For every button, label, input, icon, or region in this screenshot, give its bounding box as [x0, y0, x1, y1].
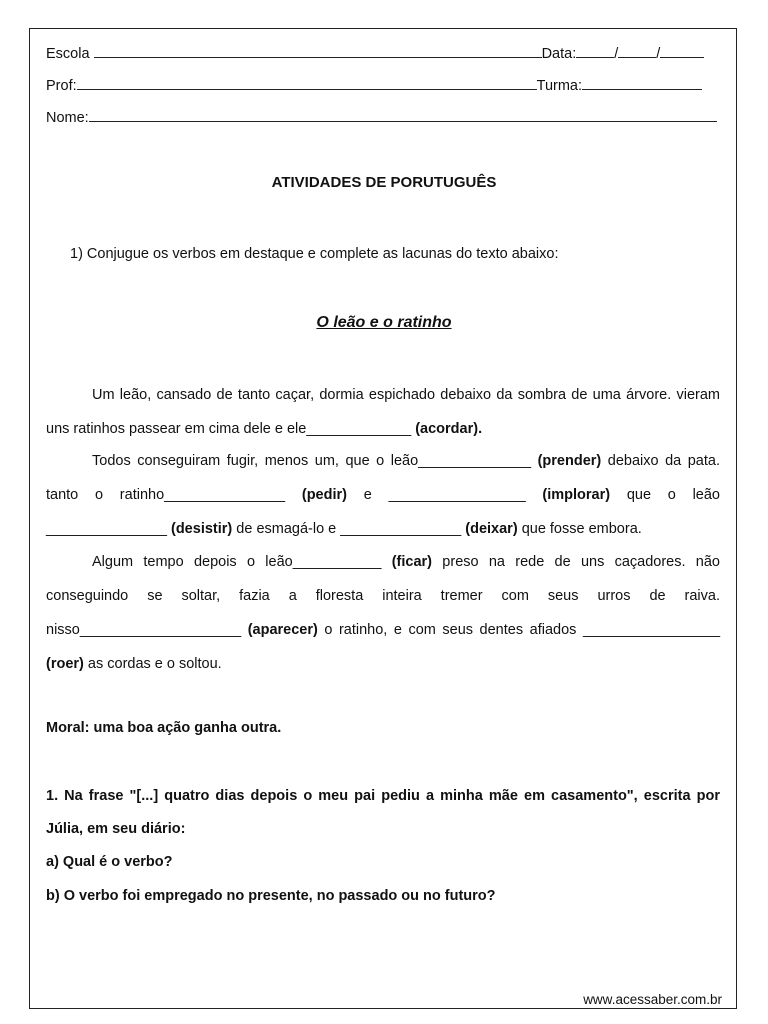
- p3-text-b: preso na rede de uns caçadores. não conseguindo se soltar, fazia a floresta inteira tremer com seus urros de raiva. nisso: [46, 554, 720, 638]
- verb-deixar: (deixar): [465, 521, 518, 537]
- page-title: ATIVIDADES DE PORUTUGUÊS: [271, 174, 497, 191]
- blank-roer[interactable]: _________________: [582, 622, 721, 638]
- verb-pedir: (pedir): [301, 487, 347, 503]
- verb-acordar: (acordar).: [415, 421, 483, 437]
- date-year-field[interactable]: [660, 44, 704, 58]
- p3-text-d: as cordas e o soltou.: [87, 656, 222, 672]
- verb-ficar: (ficar): [391, 554, 433, 570]
- prof-field[interactable]: [77, 76, 537, 90]
- blank-pedir[interactable]: _______________: [164, 487, 286, 503]
- escola-field[interactable]: [94, 44, 542, 58]
- p1-text: Um leão, cansado de tanto caçar, dormia espichado debaixo da sombra de uma árvore. vieram uns ratinhos passear em cima dele e ele: [46, 387, 720, 437]
- verb-implorar: (implorar): [542, 487, 611, 503]
- blank-implorar[interactable]: _________________: [388, 487, 526, 503]
- blank-ficar[interactable]: ___________: [292, 554, 382, 570]
- data-label: Data:: [541, 46, 577, 62]
- nome-line: [46, 108, 720, 128]
- p2-text-c: e: [363, 487, 372, 503]
- p3-text-a: Algum tempo depois o leão: [92, 554, 293, 570]
- story-title: O leão e o ratinho: [316, 314, 452, 331]
- verb-roer: (roer): [46, 656, 84, 672]
- escola-label: Escola: [46, 46, 90, 62]
- blank-aparecer[interactable]: ____________________: [79, 622, 242, 638]
- blank-desistir[interactable]: _______________: [46, 521, 167, 537]
- verb-prender: (prender): [537, 453, 602, 469]
- date-slash-2: /: [656, 46, 661, 62]
- story-paragraph-3: [46, 545, 720, 681]
- moral: Moral: uma boa ação ganha outra.: [46, 720, 282, 736]
- turma-field[interactable]: [582, 76, 702, 90]
- blank-prender[interactable]: ______________: [418, 453, 532, 469]
- date-slash-1: /: [614, 46, 619, 62]
- turma-label: Turma:: [536, 78, 583, 94]
- date-month-field[interactable]: [618, 44, 656, 58]
- escola-line: [46, 44, 720, 64]
- nome-field[interactable]: [89, 108, 717, 122]
- prof-line: [46, 76, 720, 96]
- story-paragraph-2: [46, 444, 720, 546]
- question-b: b) O verbo foi empregado no presente, no passado ou no futuro?: [46, 888, 496, 904]
- question-a: a) Qual é o verbo?: [46, 854, 173, 870]
- blank-deixar[interactable]: _______________: [340, 521, 462, 537]
- p2-text-a: Todos conseguiram fugir, menos um, que o leão: [92, 453, 419, 469]
- date-day-field[interactable]: [576, 44, 614, 58]
- instruction: 1) Conjugue os verbos em destaque e complete as lacunas do texto abaixo:: [70, 246, 559, 262]
- p2-text-e: de esmagá-lo e: [236, 521, 337, 537]
- footer-url[interactable]: www.acessaber.com.br: [583, 992, 722, 1007]
- story-paragraph-1: [46, 378, 720, 446]
- blank-acordar[interactable]: _____________: [306, 421, 412, 437]
- nome-label: Nome:: [46, 110, 89, 126]
- prof-label: Prof:: [46, 78, 77, 94]
- p2-text-d: que o leão: [626, 487, 720, 503]
- question-1: 1. Na frase "[...] quatro dias depois o meu pai pediu a minha mãe em casamento", escrita por Júlia, em seu diário:: [46, 788, 720, 837]
- verb-aparecer: (aparecer): [247, 622, 318, 638]
- p2-text-f: que fosse embora.: [521, 521, 642, 537]
- p2-text-b: debaixo da pata. tanto o ratinho: [46, 453, 720, 503]
- verb-desistir: (desistir): [171, 521, 233, 537]
- p3-text-c: o ratinho, e com seus dentes afiados: [324, 622, 577, 638]
